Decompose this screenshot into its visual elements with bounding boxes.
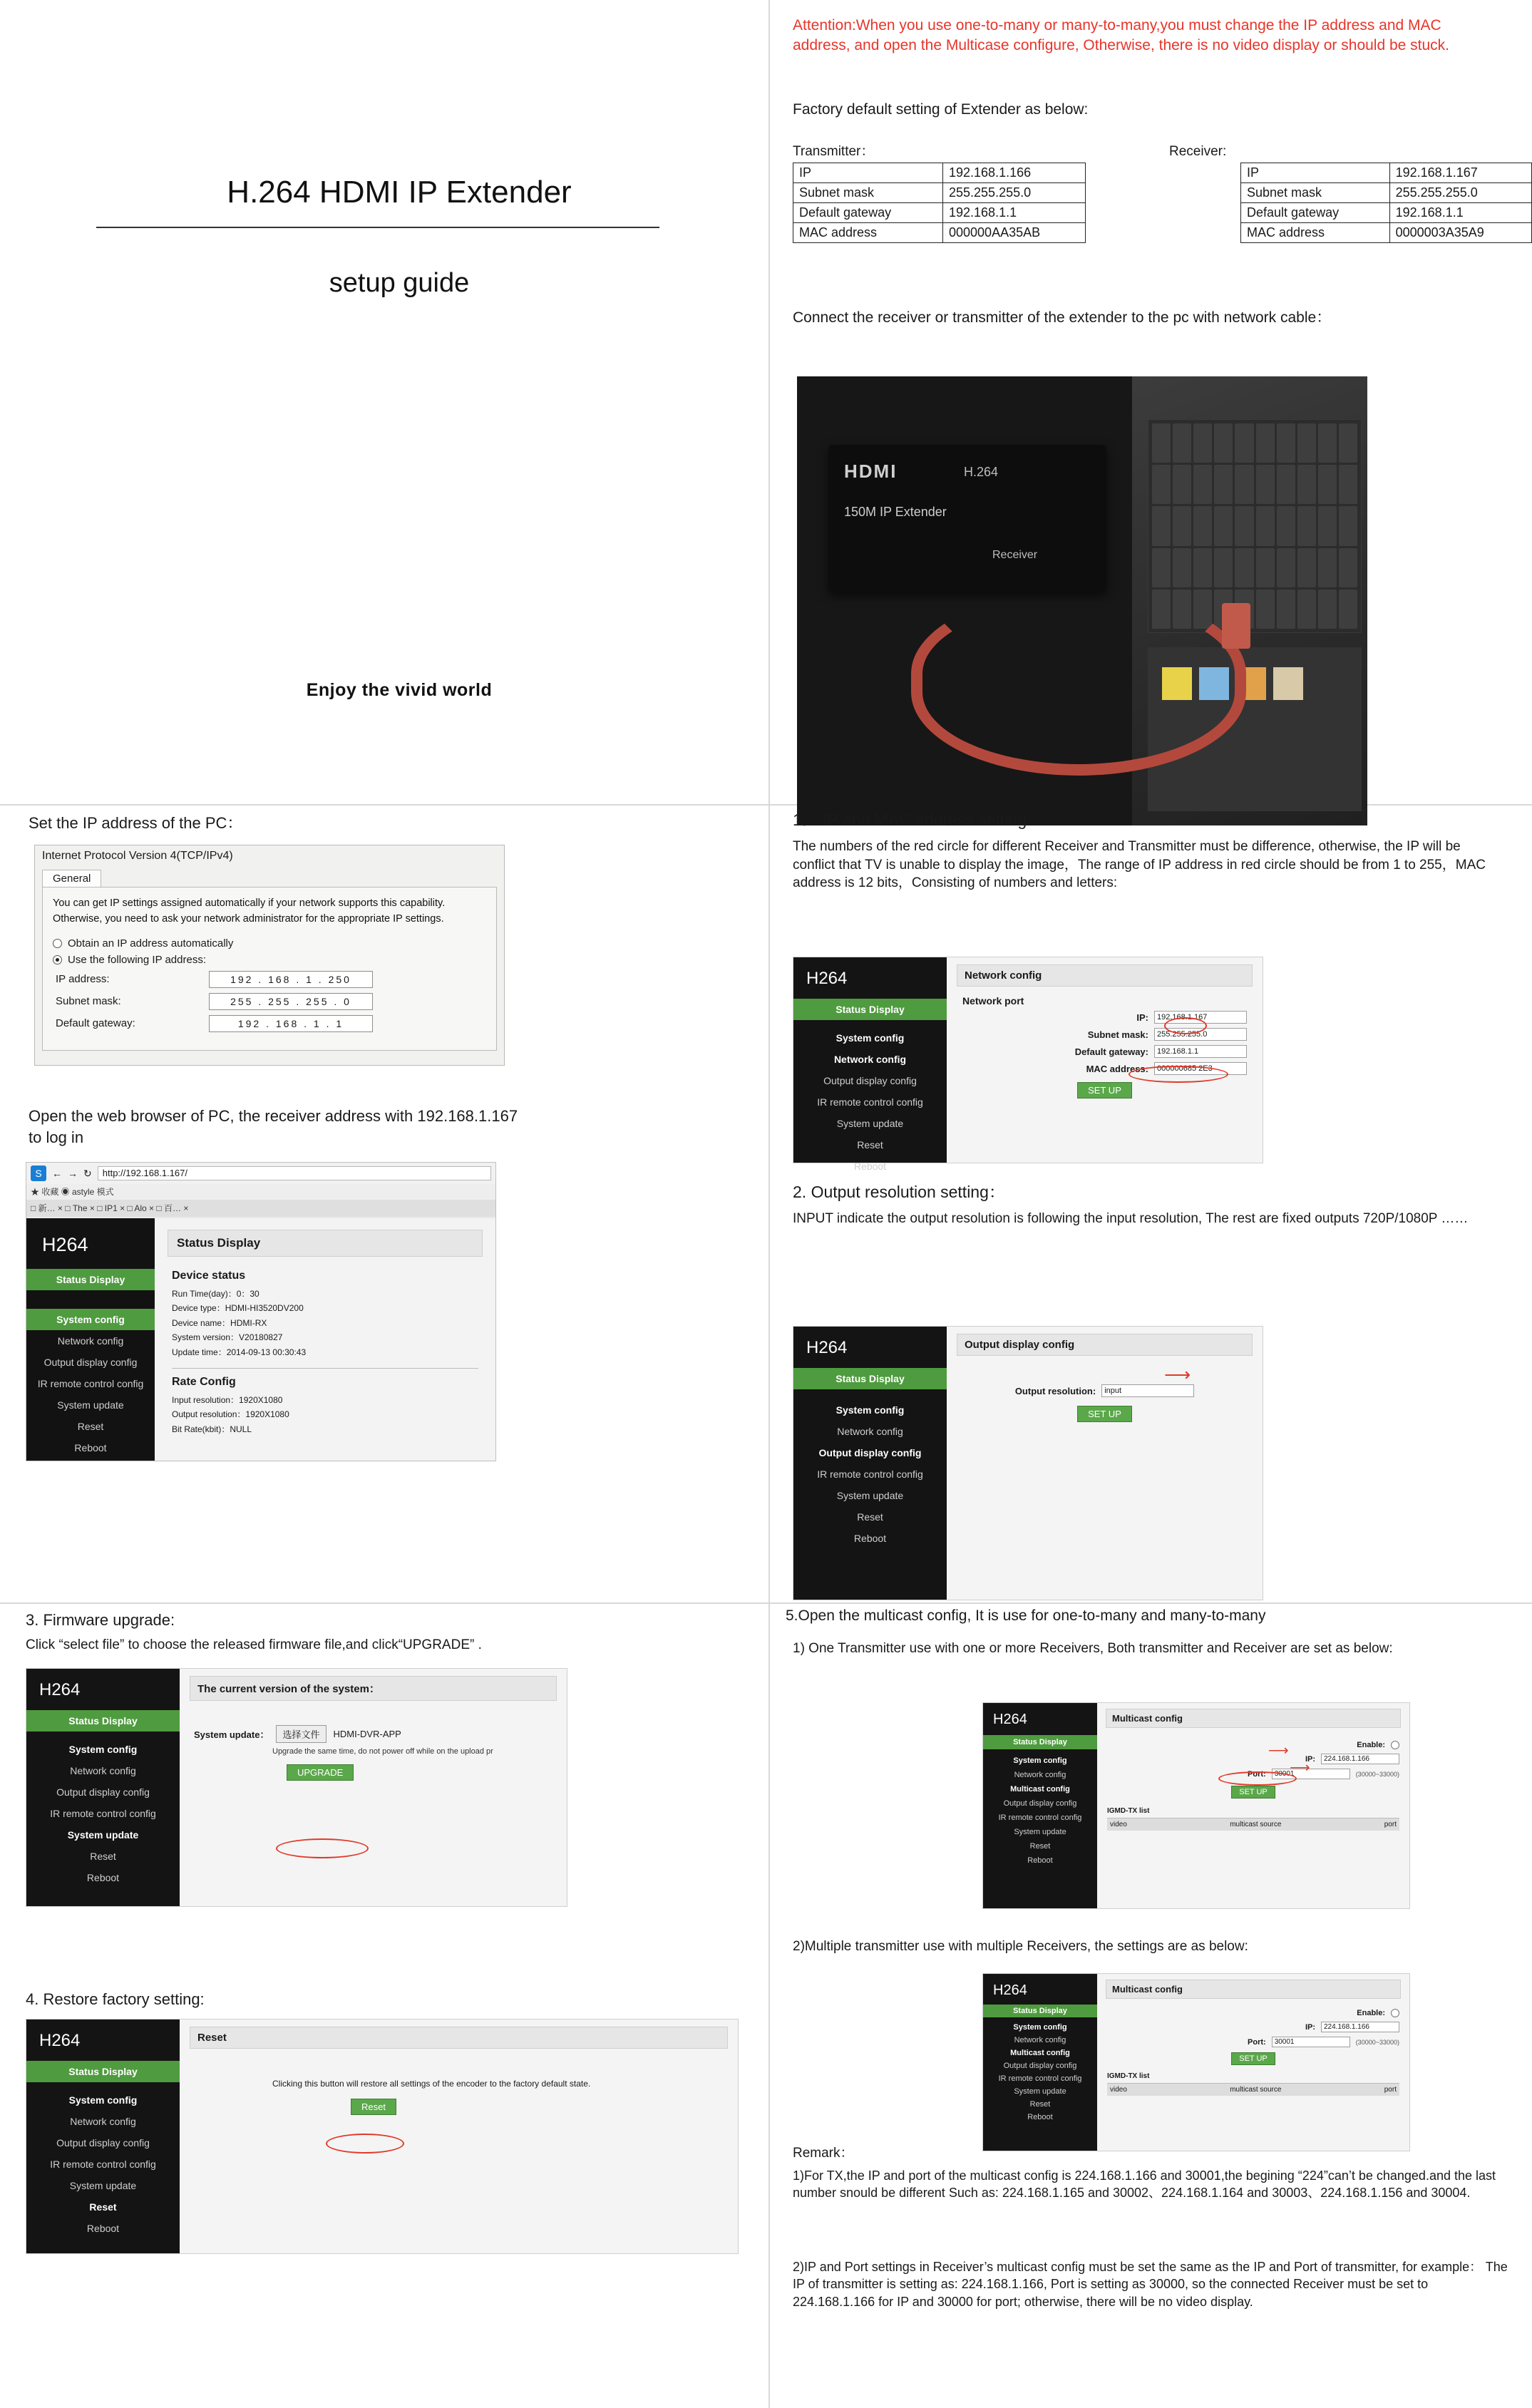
device-model-label: 150M IP Extender xyxy=(844,505,947,519)
label-output-resolution: Output resolution: xyxy=(1014,1385,1096,1396)
browser-logo-icon: S xyxy=(31,1166,46,1181)
sidebar-item-system-update[interactable]: System update xyxy=(67,1829,139,1841)
sidebar-item-network-config[interactable]: Network config xyxy=(70,2116,136,2127)
sidebar-item-status-display[interactable]: Status Display xyxy=(793,999,947,1020)
open-browser-instruction: Open the web browser of PC, the receiver address with 192.168.1.167 to log in xyxy=(29,1107,518,1146)
rx-key-ip: IP xyxy=(1241,163,1390,183)
sticky-note-beige xyxy=(1273,667,1303,700)
webui-content xyxy=(1097,1703,1409,1908)
tx-val-mac: 000000AA35AB xyxy=(943,223,1086,243)
webui-sidebar xyxy=(26,1669,180,1906)
ipv4-tabrow xyxy=(42,870,504,887)
setup-button[interactable]: SET UP xyxy=(1077,1406,1132,1422)
cable-plug xyxy=(1222,603,1250,649)
sidebar-item-system-config[interactable]: System config xyxy=(26,1309,155,1330)
webui-logo: H264 xyxy=(42,1234,88,1255)
sidebar-item-network-config[interactable]: Network config xyxy=(833,1054,907,1065)
radio-dot-manual xyxy=(53,955,62,964)
highlight-reset-button xyxy=(326,2134,404,2154)
multicast-config-screenshot-2 xyxy=(982,1973,1410,2151)
rate-row-output: Output resolution：1920X1080 xyxy=(172,1409,289,1420)
output-display-config-screenshot xyxy=(793,1326,1263,1600)
sidebar-item-reset[interactable]: Reset xyxy=(89,2201,117,2213)
list-title-igmd-tx: IGMD-TX list xyxy=(1107,1807,1150,1815)
webui-content xyxy=(947,1327,1263,1600)
sidebar-item-system-update[interactable]: System update xyxy=(1014,2087,1066,2096)
setup-button[interactable]: SET UP xyxy=(1231,1786,1275,1799)
step5-title: 5.Open the multicast config, It is use for one-to-many and many-to-many xyxy=(786,1607,1266,1624)
panel-title-multicast-config: Multicast config xyxy=(1106,1980,1401,1999)
sidebar-item-reboot[interactable]: Reboot xyxy=(1027,2113,1053,2121)
annotation-arrow-icon: ⟶ xyxy=(1164,1364,1191,1385)
panel-title-status-display: Status Display xyxy=(168,1230,483,1257)
highlight-multicast-ip xyxy=(1218,1771,1297,1786)
step2-title: 2. Output resolution setting： xyxy=(793,1183,1005,1201)
sidebar-item-reset[interactable]: Reset xyxy=(77,1421,104,1432)
sidebar-item-reboot[interactable]: Reboot xyxy=(853,1533,887,1544)
input-mac-address[interactable]: 000000685 2E3 xyxy=(1154,1062,1247,1075)
webui-content xyxy=(180,2019,738,2253)
field-output-resolution[interactable] xyxy=(965,1384,1244,1397)
step1-title: 1． IP and MAC address setting. xyxy=(793,811,1032,829)
sidebar-item-status-display[interactable]: Status Display xyxy=(983,1735,1097,1749)
checkbox-enable[interactable] xyxy=(1391,1741,1399,1749)
radio-obtain-automatically[interactable] xyxy=(53,937,486,950)
sidebar-item-ir-remote-control-config[interactable]: IR remote control config xyxy=(998,1813,1082,1822)
webui-logo: H264 xyxy=(993,1712,1027,1727)
rx-val-ip: 192.168.1.167 xyxy=(1389,163,1531,183)
checkbox-enable[interactable] xyxy=(1391,2009,1399,2017)
selected-file-name: HDMI-DVR-APP xyxy=(333,1729,401,1739)
sidebar-item-reboot[interactable]: Reboot xyxy=(86,1872,120,1883)
label-enable: Enable: xyxy=(1357,2009,1385,2017)
sidebar-item-output-display-config[interactable]: Output display config xyxy=(56,1786,150,1798)
col-multicast-source: multicast source xyxy=(1230,1821,1282,1828)
content-divider xyxy=(172,1368,478,1369)
bookmark-bar[interactable]: ★ 收藏 ◉ astyle 模式 xyxy=(26,1184,495,1200)
input-default-gateway[interactable]: 192.168.1.1 xyxy=(1154,1045,1247,1058)
network-cable xyxy=(911,590,1246,776)
sidebar-item-reboot[interactable]: Reboot xyxy=(74,1442,107,1453)
network-config-screenshot xyxy=(793,957,1263,1172)
tx-key-gw: Default gateway xyxy=(793,203,943,223)
tx-key-mac: MAC address xyxy=(793,223,943,243)
cover-title: H.264 HDMI IP Extender xyxy=(227,175,572,210)
device-codec-label: H.264 xyxy=(964,465,999,479)
step5-item2: 2)Multiple transmitter use with multiple Receivers, the settings are as below: xyxy=(793,1939,1248,1954)
sidebar-item-output-display-config[interactable]: Output display config xyxy=(1003,2062,1077,2070)
table-row xyxy=(1241,203,1532,223)
reset-note: Clicking this button will restore all settings of the encoder to the factory default state. xyxy=(272,2079,591,2089)
hdmi-logo: HDMI xyxy=(844,460,898,482)
table-row xyxy=(793,223,1086,243)
transmitter-label: Transmitter： xyxy=(793,144,875,159)
section-rate-config: Rate Config xyxy=(172,1375,236,1388)
sidebar-item-multicast-config[interactable]: Multicast config xyxy=(1010,1785,1070,1794)
sidebar-item-output-display-config[interactable]: Output display config xyxy=(818,1447,922,1458)
highlight-upgrade-button xyxy=(276,1838,369,1858)
label-multicast-port: Port: xyxy=(1248,2037,1266,2047)
panel-title-reset: Reset xyxy=(190,2027,728,2049)
radio-use-following-ip[interactable] xyxy=(53,954,486,966)
sidebar-item-status-display[interactable]: Status Display xyxy=(26,1269,155,1290)
webui-logo: H264 xyxy=(39,1680,81,1699)
sidebar-item-reboot[interactable]: Reboot xyxy=(1027,1856,1053,1865)
table-row xyxy=(1107,2083,1399,2096)
webui-sidebar xyxy=(26,1218,155,1461)
col-video: video xyxy=(1110,1821,1127,1828)
sidebar-item-network-config[interactable]: Network config xyxy=(837,1426,903,1437)
label-multicast-ip: IP: xyxy=(1305,2022,1315,2032)
field-default-gateway[interactable] xyxy=(56,1015,486,1032)
table-row xyxy=(1241,223,1532,243)
webui-logo: H264 xyxy=(39,2031,81,2050)
sidebar-item-network-config[interactable]: Network config xyxy=(1014,1771,1066,1779)
divider-horizontal-2 xyxy=(0,1602,1532,1604)
radio-label-manual: Use the following IP address: xyxy=(68,953,206,966)
sidebar-item-reset[interactable]: Reset xyxy=(857,1139,883,1151)
reset-screenshot xyxy=(26,2019,739,2254)
webui-content xyxy=(1097,1974,1409,2151)
input-default-gateway[interactable]: 192 . 168 . 1 . 1 xyxy=(209,1015,373,1032)
sidebar-item-status-display[interactable]: Status Display xyxy=(26,1710,180,1732)
rate-row-bitrate: Bit Rate(kbit)：NULL xyxy=(172,1424,252,1434)
sidebar-item-ir-remote-control-config[interactable]: IR remote control config xyxy=(998,2074,1082,2083)
panel-title-multicast-config: Multicast config xyxy=(1106,1709,1401,1728)
label-multicast-port: Port: xyxy=(1248,1769,1266,1779)
laptop-keyboard xyxy=(1148,419,1362,633)
sidebar-item-reset[interactable]: Reset xyxy=(90,1851,116,1862)
setup-button[interactable]: SET UP xyxy=(1077,1082,1132,1098)
field-ip-address[interactable] xyxy=(56,971,486,988)
rx-key-mask: Subnet mask xyxy=(1241,183,1390,203)
upgrade-note: Upgrade the same time, do not power off while on the upload pr xyxy=(272,1747,493,1756)
webui-content xyxy=(947,957,1263,1163)
step3-body: Click “select file” to choose the released firmware file,and click“UPGRADE” . xyxy=(26,1637,482,1652)
multicast-config-screenshot-1 xyxy=(982,1702,1410,1909)
radio-dot-auto xyxy=(53,939,62,948)
rx-val-mask: 255.255.255.0 xyxy=(1389,183,1531,203)
col-port: port xyxy=(1384,1821,1397,1828)
address-bar[interactable]: http://192.168.1.167/ xyxy=(98,1166,491,1180)
label-system-update: System update： xyxy=(194,1729,269,1740)
input-multicast-ip[interactable]: 224.168.1.166 xyxy=(1321,1754,1399,1764)
annotation-arrow-icon-enable: ⟶ xyxy=(1268,1743,1289,1759)
cover-slogan: Enjoy the vivid world xyxy=(306,680,493,700)
sidebar-item-ir-remote-control-config[interactable]: IR remote control config xyxy=(37,1378,144,1389)
sidebar-item-system-config[interactable]: System config xyxy=(68,1744,138,1755)
forward-icon[interactable]: → xyxy=(68,1168,78,1179)
divider-vertical-bottom xyxy=(768,1602,770,2408)
tx-val-gw: 192.168.1.1 xyxy=(943,203,1086,223)
cover-rule xyxy=(96,227,659,228)
device-row-type: Device type：HDMI-HI3520DV200 xyxy=(172,1303,304,1314)
webui-sidebar xyxy=(26,2019,180,2253)
cover-subtitle: setup guide xyxy=(329,268,470,298)
highlight-ip-last-octet xyxy=(1164,1017,1207,1034)
step2-body: INPUT indicate the output resolution is following the input resolution, The rest are fixed outputs 720P/1080P …… xyxy=(793,1211,1469,1226)
field-enable[interactable] xyxy=(1107,1741,1399,1749)
input-multicast-port[interactable]: 30001 xyxy=(1272,2037,1350,2047)
col-video: video xyxy=(1110,2086,1127,2094)
label-multicast-ip: IP: xyxy=(1305,1754,1315,1764)
remark-item1: 1)For TX,the IP and port of the multicast config is 224.168.1.166 and 30001,the begining “224”can’t be changed.and the last number snould be different Such as: 224.168.1.165 and 30002、224.168.1.164 and 30003、224.168.1.156 and 30004. xyxy=(793,2168,1496,2201)
sidebar-item-system-update[interactable]: System update xyxy=(836,1118,904,1129)
device-row-version: System version：V20180827 xyxy=(172,1332,283,1343)
sidebar-item-network-config[interactable]: Network config xyxy=(70,1765,136,1776)
rx-key-mac: MAC address xyxy=(1241,223,1390,243)
sidebar-item-status-display[interactable]: Status Display xyxy=(983,2005,1097,2017)
panel-title-output-display-config: Output display config xyxy=(957,1334,1253,1356)
webui-sidebar xyxy=(793,957,947,1172)
tx-key-mask: Subnet mask xyxy=(793,183,943,203)
field-multicast-port[interactable] xyxy=(1107,2037,1399,2047)
step4-title: 4. Restore factory setting: xyxy=(26,1990,205,2008)
highlight-mac-address xyxy=(1129,1066,1228,1083)
rx-val-gw: 192.168.1.1 xyxy=(1389,203,1531,223)
step1-body: The numbers of the red circle for different Receiver and Transmitter must be difference, otherwise, the IP will be conflict that TV is unable to display the image，The range of IP address in red circle should be from 1 to 255，MAC address is 12 bits，Consisting of numbers and letters: xyxy=(793,839,1486,891)
section-device-status: Device status xyxy=(172,1270,246,1282)
device-row-updatetime: Update time：2014-09-13 00:30:43 xyxy=(172,1347,307,1357)
connect-instruction: Connect the receiver or transmitter of the extender to the pc with network cable： xyxy=(793,309,1332,326)
sidebar-item-output-display-config[interactable]: Output display config xyxy=(43,1357,138,1368)
hint-port-range: (30000~33000) xyxy=(1355,2038,1399,2046)
setup-button[interactable]: SET UP xyxy=(1231,2052,1275,2065)
sidebar-item-reboot[interactable]: Reboot xyxy=(86,2223,120,2234)
sidebar-item-ir-remote-control-config[interactable]: IR remote control config xyxy=(50,2159,156,2170)
reload-icon[interactable]: ↻ xyxy=(83,1167,92,1179)
label-ip: IP: xyxy=(1136,1012,1148,1023)
annotation-arrow-icon-ip: ⟶ xyxy=(1290,1760,1310,1776)
pc-ip-title: Set the IP address of the PC： xyxy=(29,814,243,832)
radio-label-auto: Obtain an IP address automatically xyxy=(68,937,234,950)
sidebar-item-reset[interactable]: Reset xyxy=(1029,2100,1051,2109)
tab-general[interactable]: General xyxy=(42,870,101,887)
label-ip-address: IP address: xyxy=(56,973,110,985)
sidebar-item-multicast-config[interactable]: Multicast config xyxy=(1010,2049,1070,2057)
tx-val-ip: 192.168.1.166 xyxy=(943,163,1086,183)
tx-key-ip: IP xyxy=(793,163,943,183)
ipv4-dialog-body xyxy=(42,887,497,1051)
field-enable[interactable] xyxy=(1107,2009,1399,2017)
list-title-igmd-tx: IGMD-TX list xyxy=(1107,2072,1150,2080)
tab-strip[interactable]: □ 新… × □ The × □ IP1 × □ Alo × □ 百… × xyxy=(26,1200,495,1217)
field-subnet-mask[interactable] xyxy=(56,993,486,1010)
select-output-resolution[interactable]: input xyxy=(1101,1384,1194,1397)
extender-device xyxy=(828,445,1106,592)
input-multicast-ip[interactable]: 224.168.1.166 xyxy=(1321,2022,1399,2032)
sidebar-item-output-display-config[interactable]: Output display config xyxy=(823,1075,917,1086)
field-multicast-ip[interactable] xyxy=(1107,1754,1399,1764)
table-row xyxy=(1107,1818,1399,1831)
input-subnet-mask[interactable]: 255 . 255 . 255 . 0 xyxy=(209,993,373,1010)
label-default-gateway: Default gateway: xyxy=(1074,1046,1148,1057)
sidebar-item-output-display-config[interactable]: Output display config xyxy=(1003,1799,1077,1808)
sidebar-item-system-update[interactable]: System update xyxy=(57,1399,124,1411)
table-row xyxy=(1241,183,1532,203)
device-row-runtime: Run Time(day)：0：30 xyxy=(172,1289,259,1299)
sidebar-item-system-config[interactable]: System config xyxy=(68,2094,138,2106)
attention-note: Attention:When you use one-to-many or many-to-many,you must change the IP address and MAC address, and open the Multicase configure, Otherwise, there is no video display or should be stuck. xyxy=(793,17,1450,54)
sidebar-item-network-config[interactable]: Network config xyxy=(1014,2036,1066,2044)
device-row-name: Device name：HDMI-RX xyxy=(172,1317,267,1328)
label-subnet-mask: Subnet mask: xyxy=(1087,1029,1148,1040)
select-file-button[interactable]: 选择文件 xyxy=(276,1725,326,1743)
sidebar-item-ir-remote-control-config[interactable]: IR remote control config xyxy=(817,1468,923,1480)
reset-button[interactable]: Reset xyxy=(351,2099,396,2115)
ipv4-properties-dialog xyxy=(34,845,505,1066)
input-ip-address[interactable]: 192 . 168 . 1 . 250 xyxy=(209,971,373,988)
step3-title: 3. Firmware upgrade: xyxy=(26,1611,175,1629)
webui-logo: H264 xyxy=(993,1982,1027,1998)
webui-content xyxy=(180,1669,567,1906)
divider-vertical-top xyxy=(768,0,770,804)
input-ip[interactable]: 192.168.1.167 xyxy=(1154,1011,1247,1024)
step5-item1: 1) One Transmitter use with one or more Receivers, Both transmitter and Receiver are set as below: xyxy=(793,1641,1393,1656)
table-row xyxy=(793,163,1086,183)
webui-logo: H264 xyxy=(806,969,848,988)
ipv4-description: You can get IP settings assigned automatically if your network supports this capability. Otherwise, you need to ask your network administrator for the appropriate IP settings. xyxy=(53,897,446,925)
tx-val-mask: 255.255.255.0 xyxy=(943,183,1086,203)
label-subnet-mask: Subnet mask: xyxy=(56,995,121,1007)
input-subnet-mask[interactable]: 255.255.255.0 xyxy=(1154,1028,1247,1041)
col-port: port xyxy=(1384,2086,1397,2094)
label-default-gateway: Default gateway: xyxy=(56,1017,135,1029)
field-multicast-ip[interactable] xyxy=(1107,2022,1399,2032)
rate-row-input: Input resolution：1920X1080 xyxy=(172,1394,283,1405)
section-network-port: Network port xyxy=(962,995,1024,1007)
sidebar-item-system-update[interactable]: System update xyxy=(836,1490,904,1501)
sidebar-item-system-config[interactable]: System config xyxy=(836,1032,905,1044)
remark-item2: 2)IP and Port settings in Receiver’s multicast config must be set the same as the IP and Port of transmitter, for example： The IP of transmitter is setting as: 224.168.1.166, Port is setting as 30000, so the connected Receiver must be set to 224.168.1.166 for IP and 30000 for port; otherwise, there will be no video display. xyxy=(793,2260,1508,2309)
panel-title-network-config: Network config xyxy=(957,964,1253,987)
ipv4-dialog-title: Internet Protocol Version 4(TCP/IPv4) xyxy=(42,850,233,862)
receiver-settings-table xyxy=(1240,163,1532,243)
browser-viewport xyxy=(26,1218,495,1461)
sidebar-item-system-update[interactable]: System update xyxy=(1014,1828,1066,1836)
system-update-screenshot xyxy=(26,1668,567,1907)
browser-screenshot xyxy=(26,1162,496,1461)
photo-receiver-and-laptop xyxy=(797,376,1367,825)
sidebar-item-system-config[interactable]: System config xyxy=(836,1404,905,1416)
field-default-gateway[interactable] xyxy=(962,1045,1247,1058)
rx-key-gw: Default gateway xyxy=(1241,203,1390,223)
input-multicast-port[interactable]: 30001 xyxy=(1272,1769,1350,1779)
table-row xyxy=(793,203,1086,223)
label-enable: Enable: xyxy=(1357,1741,1385,1749)
device-role-label: Receiver xyxy=(992,549,1038,561)
divider-vertical-mid xyxy=(768,804,770,1602)
remark-title: Remark： xyxy=(793,2146,854,2161)
webui-content xyxy=(155,1218,495,1461)
rx-val-mac: 0000003A35A9 xyxy=(1389,223,1531,243)
sidebar-item-system-config[interactable]: System config xyxy=(1013,2023,1067,2032)
webui-sidebar xyxy=(983,1703,1097,1908)
receiver-label: Receiver: xyxy=(1169,144,1227,159)
sidebar-item-status-display[interactable]: Status Display xyxy=(26,2061,180,2082)
sidebar-item-status-display[interactable]: Status Display xyxy=(793,1368,947,1389)
sidebar-item-output-display-config[interactable]: Output display config xyxy=(56,2137,150,2149)
browser-toolbar xyxy=(26,1163,495,1184)
back-icon[interactable]: ← xyxy=(52,1168,62,1179)
sidebar-item-network-config[interactable]: Network config xyxy=(57,1335,124,1347)
transmitter-settings-table xyxy=(793,163,1086,243)
factory-default-line: Factory default setting of Extender as below: xyxy=(793,101,1089,118)
table-row xyxy=(1241,163,1532,183)
sidebar-item-ir-remote-control-config[interactable]: IR remote control config xyxy=(817,1096,923,1108)
sidebar-item-reset[interactable]: Reset xyxy=(857,1511,883,1523)
col-multicast-source: multicast source xyxy=(1230,2086,1282,2094)
label-mac-address: MAC address: xyxy=(1086,1063,1148,1074)
webui-sidebar xyxy=(793,1327,947,1600)
sidebar-item-ir-remote-control-config[interactable]: IR remote control config xyxy=(50,1808,156,1819)
panel-title-system-version: The current version of the system： xyxy=(190,1676,557,1701)
sidebar-item-system-update[interactable]: System update xyxy=(69,2180,137,2191)
hint-port-range: (30000~33000) xyxy=(1355,1770,1399,1778)
upgrade-button[interactable]: UPGRADE xyxy=(287,1764,354,1781)
sidebar-item-reboot[interactable]: Reboot xyxy=(853,1161,887,1172)
sidebar-item-reset[interactable]: Reset xyxy=(1029,1842,1051,1851)
table-row xyxy=(793,183,1086,203)
sidebar-item-system-config[interactable]: System config xyxy=(1013,1756,1067,1765)
webui-logo: H264 xyxy=(806,1338,848,1357)
webui-sidebar xyxy=(983,1974,1097,2151)
